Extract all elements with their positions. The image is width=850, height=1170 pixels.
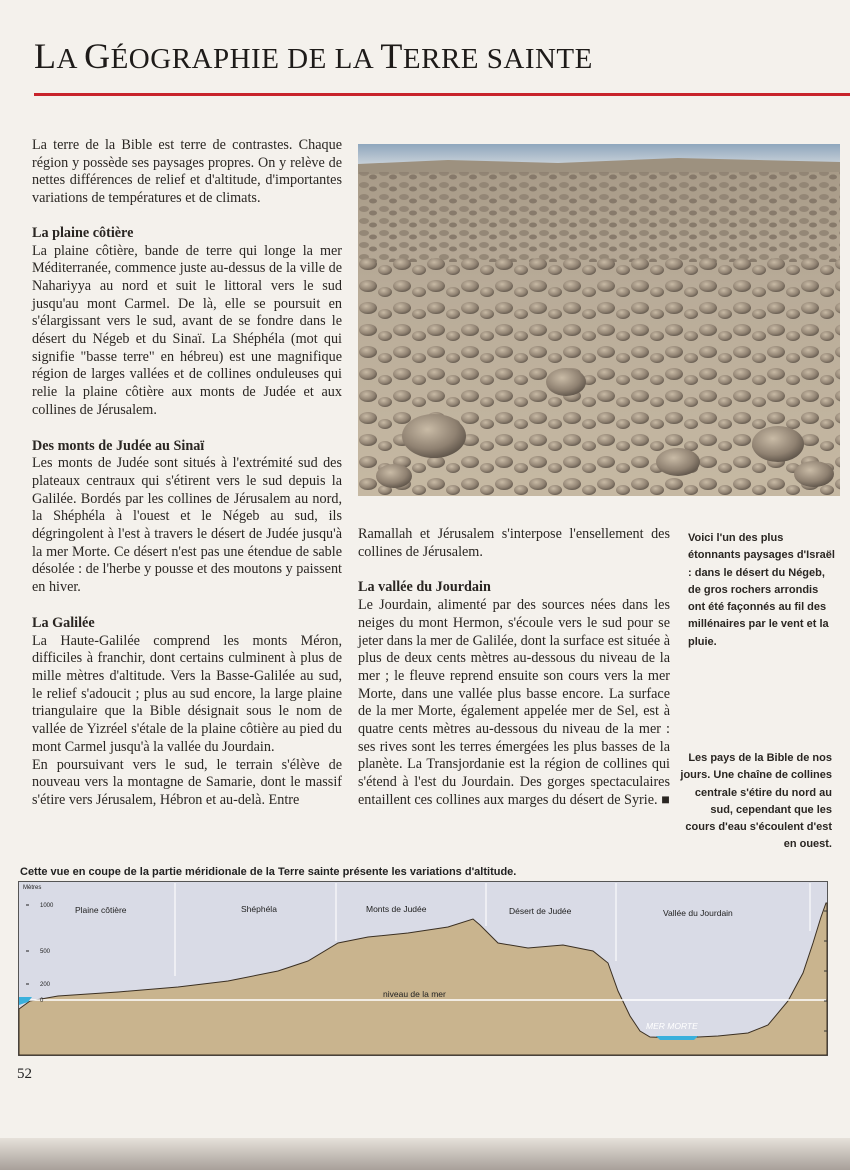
tick-0: 0: [40, 998, 44, 1004]
section-text-galilee: La Haute-Galilée comprend les monts Méron, difficiles à franchir, dont certains culminent à plus de mille mètres d'altitude. Vers la Basse-Galilée au sud, le relief s'adoucit ; plus au sud encore, la large plaine triangulaire que la Bible désignait sous le nom de vallée de Yizréel s'étale de la plaine côtière au pied du mont Carmel jusqu'à la vallée du Jourdain.: [32, 632, 342, 755]
negev-desert-photo: [358, 144, 840, 496]
tick-200: 200: [40, 982, 51, 988]
diagram-title: Cette vue en coupe de la partie méridionale de la Terre sainte présente les variations d'altitude.: [20, 866, 517, 878]
page-number: 52: [17, 1066, 32, 1082]
section-heading-judee: Des monts de Judée au Sinaï: [32, 437, 205, 454]
section-text-galilee-2: En poursuivant vers le sud, le terrain s'élève de nouveau vers la montagne de Samarie, dont le massif s'étire vers Jérusalem, Hébron et au-delà. Entre: [32, 756, 342, 808]
page-fold-shadow: [0, 1138, 850, 1170]
page-title: LA GÉOGRAPHIE DE LA TERRE SAINTE: [34, 36, 593, 76]
photo-caption: Voici l'un des plus étonnants paysages d'Israël : dans le désert du Négeb, de gros rochers arrondis ont été façonnés au fil des millénaires par le vent et la pluie.: [688, 532, 835, 648]
section-text-plaine: La plaine côtière, bande de terre qui longe la mer Méditerranée, commence juste au-dessus de la ville de Nahariyya au nord et suit le littoral vers le sud jusqu'au mont Carmel. De là, elle se poursuit en s'élargissant vers le sud, avant de se fondre dans le désert du Négeb et du Sinaï. La Shéphéla (mot qui signifie "basse terre" en hébreu) est une magnifique région de larges vallées et de collines onduleuses qui relie la plaine côtière aux monts de Judée et aux collines de Jérusalem.: [32, 242, 342, 418]
map-caption: Les pays de la Bible de nos jours. Une chaîne de collines centrale s'étire du nord au sud, cependant que les cours d'eau s'écoulent d'est en ouest.: [680, 752, 832, 851]
dead-sea-label: MER MORTE: [646, 1021, 698, 1031]
intro-paragraph: La terre de la Bible est terre de contrastes. Chaque région y possède ses paysages propres. On y relève de nettes différences de relief et d'altitude, d'importantes variations de températures et de climats.: [32, 137, 342, 207]
dead-sea-water: [656, 1036, 698, 1040]
region-label-monts: Monts de Judée: [366, 904, 427, 914]
section-heading-galilee: La Galilée: [32, 614, 95, 631]
section-text-judee: Les monts de Judée sont situés à l'extrémité sud des plateaux centraux qui s'étirent vers le sud depuis la Galilée. Bordés par les collines de Jérusalem au nord, la Shéphéla à l'ouest et le Négeb au sud, ils dégringolent à l'est à travers le désert de Judée jusqu'à la mer Morte. Ce désert n'est pas une étendue de sable désolée : de l'herbe y pousse et des moutons y paissent en hiver.: [32, 455, 342, 596]
text-column-left: [32, 137, 342, 810]
section-text-jourdain: Le Jourdain, alimenté par des sources nées dans les neiges du mont Hermon, s'écoule vers le sud pour se jeter dans la mer de Galilée, dont la surface est située à plus de deux cents mètres au-dessous du niveau de la mer ; le fleuve reprend ensuite son cours vers la mer Morte, dans une vallée plus basse encore. La surface de la mer Morte, également appelée mer de Sel, est à quatre cents mètres au-dessous du niveau de la mer : ses rives sont les terres émergées les plus basses de la planète. La Transjordanie est la région de collines qui s'étend à l'est du Jourdain. Des gorges spectaculaires entaillent ces collines aux marges du désert de Syrie. ■: [358, 597, 670, 808]
title-rule: [34, 93, 850, 96]
region-label-shephela: Shéphéla: [241, 904, 277, 914]
tick-1000: 1000: [40, 903, 54, 909]
axis-label: Mètres: [23, 885, 42, 891]
tick-500: 500: [40, 949, 51, 955]
region-label-vallee: Vallée du Jourdain: [663, 908, 733, 918]
text-column-right: [358, 526, 670, 810]
section-heading-plaine: La plaine côtière: [32, 224, 134, 241]
region-label-plaine: Plaine côtière: [75, 905, 127, 915]
continuation-paragraph: Ramallah et Jérusalem s'interpose l'ensellement des collines de Jérusalem.: [358, 526, 670, 560]
end-mark: ■: [661, 791, 670, 808]
region-label-desert: Désert de Judée: [509, 906, 572, 916]
sea-level-label: niveau de la mer: [383, 989, 446, 999]
elevation-cross-section: [18, 881, 828, 1056]
section-heading-jourdain: La vallée du Jourdain: [358, 579, 491, 596]
